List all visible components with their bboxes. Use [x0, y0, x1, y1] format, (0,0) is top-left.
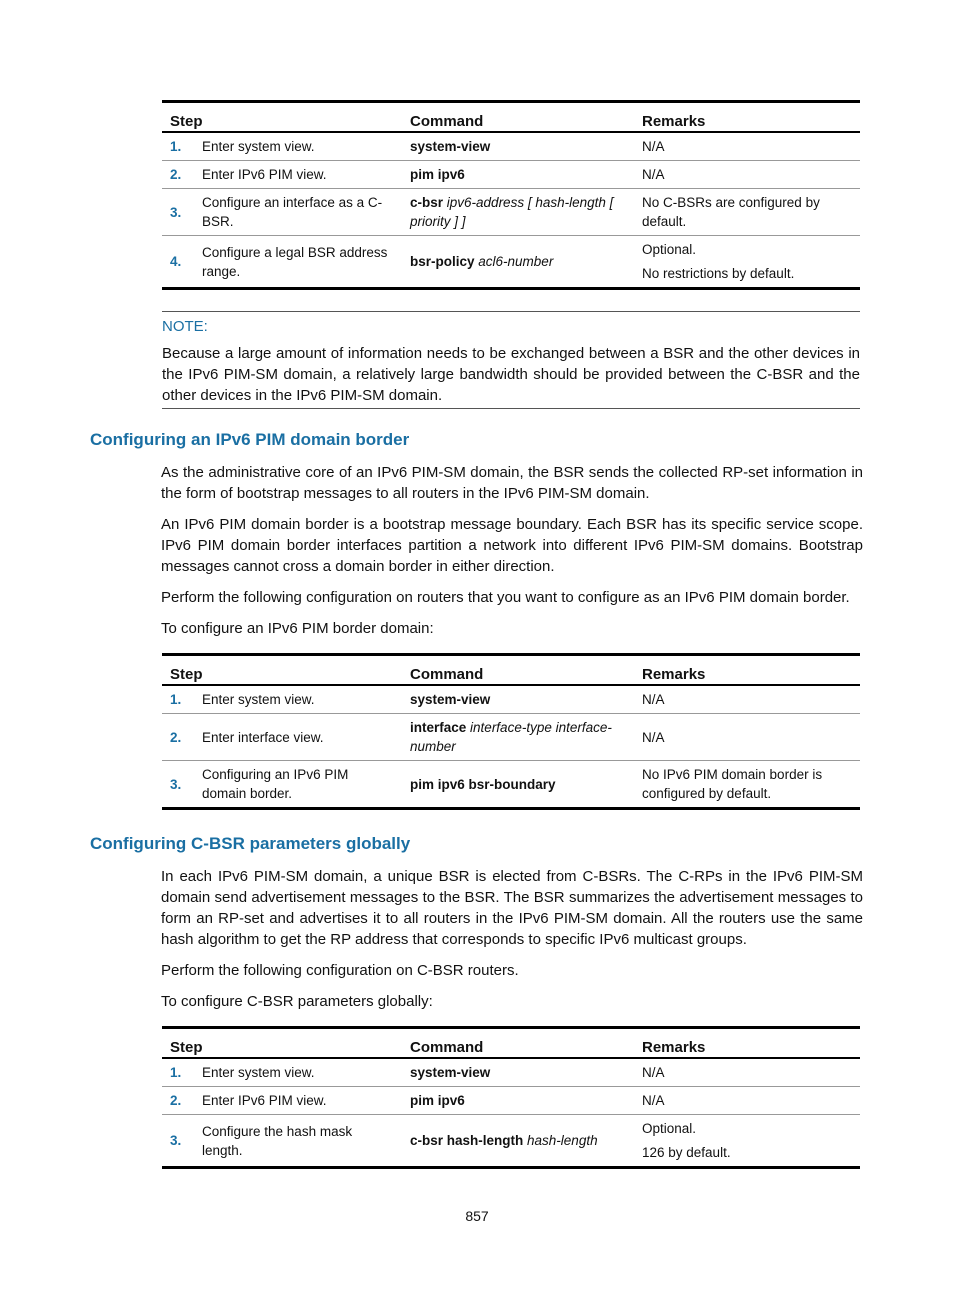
command-keyword: bsr-policy	[410, 254, 475, 269]
command-keyword: system-view	[410, 692, 491, 707]
table-row	[162, 1115, 860, 1168]
section2-body	[161, 866, 863, 1012]
table-bsr-config	[162, 100, 860, 290]
paragraph: Perform the following configuration on C-BSR routers.	[161, 962, 519, 979]
command-cell	[402, 685, 634, 714]
command-cell	[402, 236, 634, 289]
step-description: Configure the hash mask length.	[202, 1123, 353, 1158]
command-arguments: interface-type interface-number	[410, 720, 612, 754]
remark-line: No IPv6 PIM domain border is configured by default.	[642, 767, 823, 801]
step-number: 3.	[170, 776, 182, 792]
table-row	[162, 132, 860, 161]
section-heading-domain-border: Configuring an IPv6 PIM domain border	[90, 430, 410, 449]
step-number: 2.	[162, 1087, 194, 1115]
remarks-cell	[634, 1087, 860, 1115]
step-number: 2.	[162, 161, 194, 189]
table-row	[162, 1058, 860, 1087]
step-description: Enter IPv6 PIM view.	[194, 1087, 402, 1115]
note-label: NOTE:	[162, 318, 208, 335]
command-keyword: c-bsr hash-length	[410, 1133, 524, 1148]
remark-line: N/A	[642, 1065, 665, 1080]
command-cell	[402, 1115, 634, 1168]
header-step: Step	[162, 655, 402, 686]
command-cell	[402, 132, 634, 161]
command-keyword: interface	[410, 720, 467, 735]
step-number: 1.	[162, 132, 194, 161]
remarks-cell	[634, 236, 860, 289]
remark-line: No restrictions by default.	[642, 266, 795, 281]
command-cell	[402, 161, 634, 189]
command-arguments: hash-length	[527, 1133, 598, 1148]
table-row	[162, 685, 860, 714]
command-arguments: acl6-number	[478, 254, 554, 269]
remark-line: N/A	[642, 167, 665, 182]
header-command: Command	[402, 1028, 634, 1059]
table-row	[162, 714, 860, 761]
remark-line: N/A	[642, 729, 665, 745]
remarks-cell	[634, 189, 860, 236]
header-step: Step	[162, 102, 402, 133]
step-number: 4.	[170, 254, 182, 269]
header-step: Step	[162, 1028, 402, 1059]
remark-line: N/A	[642, 1093, 665, 1108]
remarks-cell	[634, 685, 860, 714]
table-header-row	[162, 1028, 860, 1059]
table-header-row	[162, 102, 860, 133]
header-remarks: Remarks	[634, 102, 860, 133]
remarks-cell	[634, 761, 860, 809]
step-description: Enter IPv6 PIM view.	[194, 161, 402, 189]
header-remarks: Remarks	[634, 655, 860, 686]
command-keyword: pim ipv6	[410, 167, 465, 182]
command-keyword: system-view	[410, 1065, 491, 1080]
step-description: Enter system view.	[194, 1058, 402, 1087]
paragraph: Perform the following configuration on routers that you want to configure as an IPv6 PIM domain border.	[161, 589, 850, 606]
step-number: 2.	[162, 714, 194, 761]
remark-line: 126 by default.	[642, 1145, 731, 1160]
step-number: 3.	[162, 189, 194, 236]
table-row	[162, 161, 860, 189]
header-command: Command	[402, 655, 634, 686]
remark-line: N/A	[642, 139, 665, 154]
remarks-cell	[634, 1115, 860, 1168]
step-description: Configure an interface as a C-BSR.	[194, 189, 402, 236]
command-cell	[402, 1087, 634, 1115]
table-row	[162, 761, 860, 809]
step-description: Configure a legal BSR address range.	[202, 244, 388, 279]
header-command: Command	[402, 102, 634, 133]
remark-line: No C-BSRs are configured by default.	[642, 195, 820, 229]
paragraph: An IPv6 PIM domain border is a bootstrap message boundary. Each BSR has its specific service scope. IPv6 PIM domain border interfaces partition a network into different IPv6 PIM-SM domains. Bootstrap messages cannot cross a domain border in either direction.	[161, 516, 863, 575]
page-number: 857	[465, 1208, 489, 1224]
command-keyword: c-bsr	[410, 195, 444, 210]
command-keyword: pim ipv6	[410, 1093, 465, 1108]
remarks-cell	[634, 161, 860, 189]
remark-line: Optional.	[642, 1121, 697, 1136]
step-description: Configuring an IPv6 PIM domain border.	[202, 767, 349, 801]
table-row	[162, 1087, 860, 1115]
paragraph: As the administrative core of an IPv6 PIM-SM domain, the BSR sends the collected RP-set information in the form of bootstrap messages to all routers in the IPv6 PIM-SM domain.	[161, 464, 863, 502]
section1-body	[161, 462, 863, 639]
command-cell	[402, 189, 634, 236]
step-number: 3.	[170, 1133, 182, 1148]
command-keyword: pim ipv6 bsr-boundary	[410, 776, 556, 792]
section-heading-cbsr-params: Configuring C-BSR parameters globally	[90, 834, 411, 853]
remark-line: Optional.	[642, 242, 697, 257]
paragraph: In each IPv6 PIM-SM domain, a unique BSR is elected from C-BSRs. The C-RPs in the IPv6 PIM-SM domain send advertisement messages to the BSR. The BSR summarizes the advertisement messages to form an RP-set and advertises it to all routers in the IPv6 PIM-SM domain. All the routers use the same hash algorithm to get the RP address that corresponds to specific IPv6 multicast groups.	[161, 868, 863, 948]
remark-line: N/A	[642, 692, 665, 707]
step-description: Enter system view.	[194, 132, 402, 161]
header-remarks: Remarks	[634, 1028, 860, 1059]
table-row	[162, 236, 860, 289]
table-domain-border	[162, 653, 860, 810]
note-text: Because a large amount of information needs to be exchanged between a BSR and the other devices in the IPv6 PIM-SM domain, a relatively large bandwidth should be provided between the C-BSR and the other devices in the IPv6 PIM-SM domain.	[162, 345, 860, 404]
table-cbsr-params	[162, 1026, 860, 1169]
command-cell	[402, 1058, 634, 1087]
table-row	[162, 189, 860, 236]
command-arguments: ipv6-address [ hash-length [ priority ] ]	[410, 195, 614, 229]
remarks-cell	[634, 132, 860, 161]
step-number: 1.	[162, 685, 194, 714]
remarks-cell	[634, 714, 860, 761]
step-number: 1.	[162, 1058, 194, 1087]
command-keyword: system-view	[410, 139, 491, 154]
step-description: Enter system view.	[194, 685, 402, 714]
paragraph: To configure an IPv6 PIM border domain:	[161, 620, 434, 637]
command-cell	[402, 714, 634, 761]
paragraph: To configure C-BSR parameters globally:	[161, 993, 433, 1010]
remarks-cell	[634, 1058, 860, 1087]
command-cell	[402, 761, 634, 809]
step-description: Enter interface view.	[194, 714, 402, 761]
table-header-row	[162, 655, 860, 686]
note-box	[162, 311, 860, 409]
